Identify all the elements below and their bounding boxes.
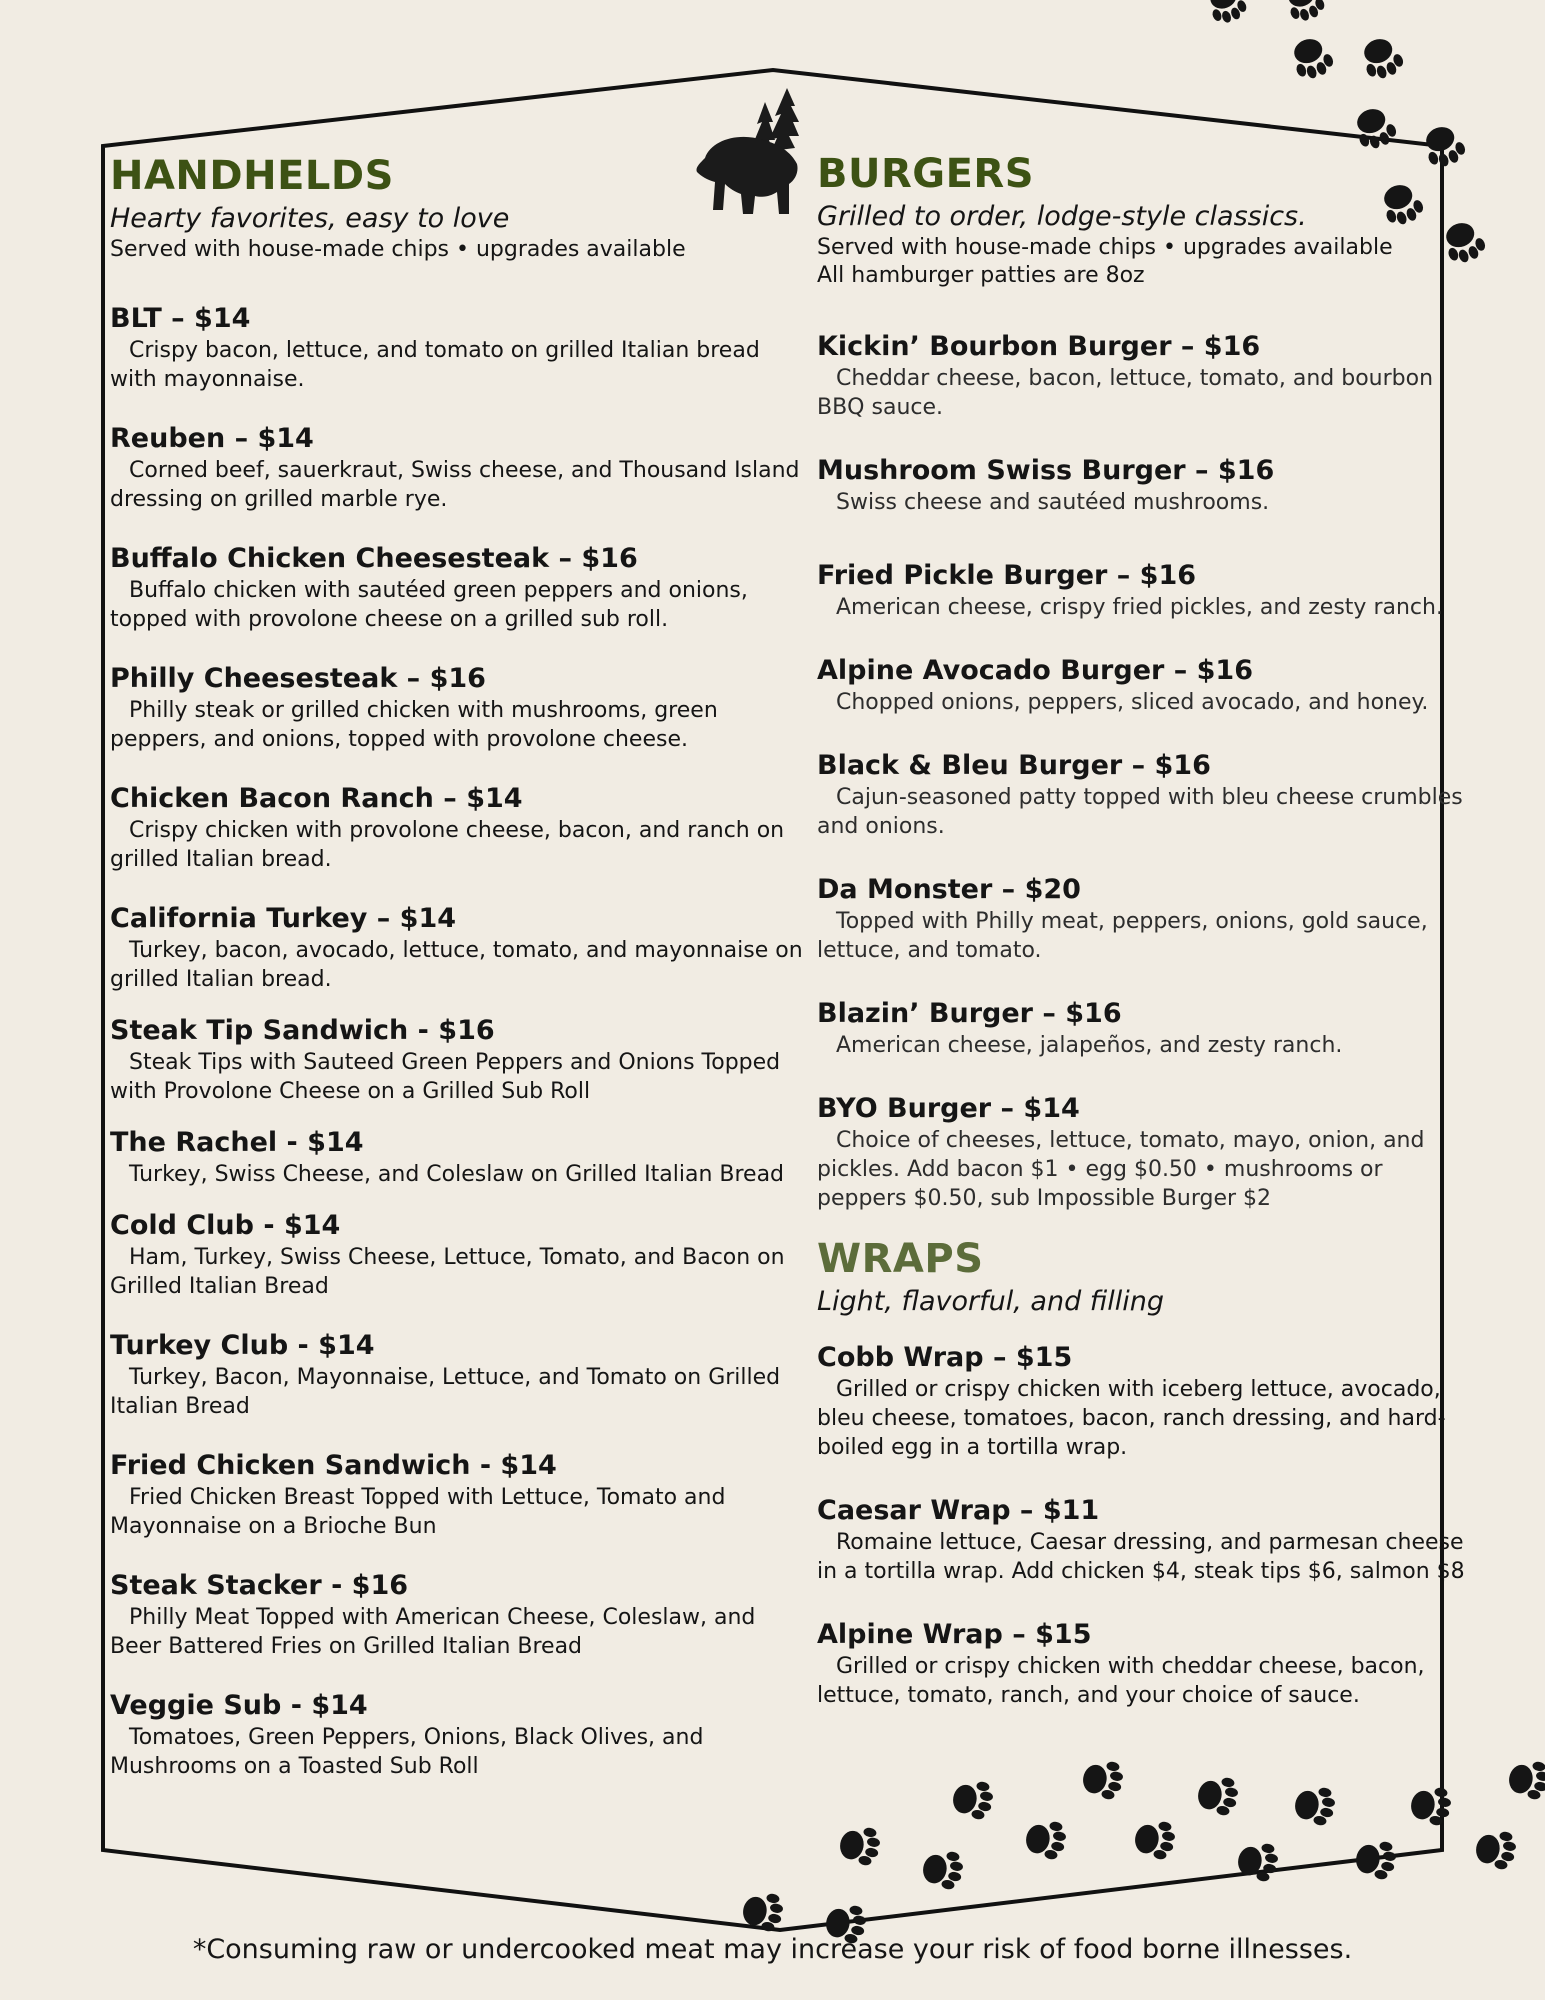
menu-item-title: The Rachel - $14 [110,1127,364,1158]
menu-item [817,749,1467,841]
menu-item-desc: Romaine lettuce, Caesar dressing, and parmesan cheese in a tortilla wrap. Add chicken $4, steak tips $6, salmon $8 [817,1530,1465,1584]
menu-item [817,654,1467,717]
menu-item-title: Buffalo Chicken Cheesesteak – $16 [110,543,638,574]
menu-item [817,1618,1467,1710]
menu-item-title: BLT – $14 [110,303,251,334]
menu-item [110,902,806,994]
menu-item-desc: Cajun-seasoned patty topped with bleu cheese crumbles and onions. [817,785,1463,839]
menu-item-desc: Philly Meat Topped with American Cheese, Coleslaw, and Beer Battered Fries on Grilled Italian Bread [110,1605,756,1659]
menu-item-title: Philly Cheesesteak – $16 [110,663,486,694]
menu-item-desc: Fried Chicken Breast Topped with Lettuce, Tomato and Mayonnaise on a Brioche Bun [110,1485,726,1539]
menu-item-desc: Choice of cheeses, lettuce, tomato, mayo, onion, and pickles. Add bacon $1 • egg $0.50 • mushrooms or peppers $0.50, sub Impossible Burger $2 [817,1128,1425,1211]
menu-item-title: Cold Club - $14 [110,1210,341,1241]
menu-item [110,782,806,874]
burgers-wraps-column [817,150,1467,1710]
menu-item [110,1449,806,1541]
wraps-section [817,1235,1467,1710]
menu-item-title: Veggie Sub - $14 [110,1690,368,1721]
menu-item [110,542,806,634]
burgers-note: Served with house-made chips • upgrades available [817,235,1393,260]
menu-item-title: Reuben – $14 [110,423,314,454]
menu-item-title: Caesar Wrap – $11 [817,1495,1100,1526]
handhelds-tagline: Hearty favorites, easy to love [110,203,510,234]
menu-item-title: Black & Bleu Burger – $16 [817,750,1211,781]
menu-item-desc: Ham, Turkey, Swiss Cheese, Lettuce, Tomato, and Bacon on Grilled Italian Bread [110,1245,785,1299]
menu-item-desc: Topped with Philly meat, peppers, onions, gold sauce, lettuce, and tomato. [817,909,1428,963]
menu-item-desc: American cheese, crispy fried pickles, and zesty ranch. [836,595,1443,620]
menu-item-desc: Turkey, Bacon, Mayonnaise, Lettuce, and Tomato on Grilled Italian Bread [110,1365,781,1419]
menu-item-title: Kickin’ Bourbon Burger – $16 [817,331,1261,362]
menu-item [817,997,1467,1060]
menu-item-title: Steak Stacker - $16 [110,1570,409,1601]
menu-item-title: Turkey Club - $14 [110,1330,375,1361]
menu-item [110,1689,806,1781]
menu-item-title: Alpine Wrap – $15 [817,1619,1092,1650]
menu-item-desc: Turkey, bacon, avocado, lettuce, tomato, and mayonnaise on grilled Italian bread. [110,938,803,992]
menu-item [817,873,1467,965]
menu-item-desc: Tomatoes, Green Peppers, Onions, Black Olives, and Mushrooms on a Toasted Sub Roll [110,1725,704,1779]
menu-item-title: Fried Chicken Sandwich - $14 [110,1450,557,1481]
handhelds-note: Served with house-made chips • upgrades available [110,237,686,262]
menu-item [110,1126,806,1189]
menu-item-desc: Steak Tips with Sauteed Green Peppers and Onions Topped with Provolone Cheese on a Grilled Sub Roll [110,1050,781,1104]
menu-item-title: Fried Pickle Burger – $16 [817,560,1197,591]
menu-item-title: Alpine Avocado Burger – $16 [817,655,1253,686]
menu-item [110,1209,806,1301]
menu-item [817,1092,1467,1213]
burgers-patty-note: All hamburger patties are 8oz [817,263,1145,288]
menu-item [817,330,1467,422]
menu-item [110,302,806,394]
menu-item-title: BYO Burger – $14 [817,1093,1080,1124]
menu-item-desc: Swiss cheese and sautéed mushrooms. [836,490,1270,515]
menu-item [817,1341,1467,1462]
menu-item-title: Da Monster – $20 [817,874,1081,905]
menu-item [110,1329,806,1421]
menu-item-title: Steak Tip Sandwich - $16 [110,1015,495,1046]
burgers-section [817,150,1467,1213]
menu-item-title: Blazin’ Burger – $16 [817,998,1122,1029]
burgers-title: BURGERS [817,151,1035,197]
menu-item-desc: Turkey, Swiss Cheese, and Coleslaw on Grilled Italian Bread [129,1162,785,1187]
menu-item [817,1494,1467,1586]
menu-item-title: California Turkey – $14 [110,903,457,934]
menu-item-desc: American cheese, jalapeños, and zesty ranch. [836,1033,1343,1058]
menu-item-desc: Crispy bacon, lettuce, and tomato on grilled Italian bread with mayonnaise. [110,338,760,392]
wraps-tagline: Light, flavorful, and filling [817,1286,1164,1317]
menu-item-desc: Grilled or crispy chicken with cheddar cheese, bacon, lettuce, tomato, ranch, and your choice of sauce. [817,1654,1425,1708]
menu-item-desc: Buffalo chicken with sautéed green peppers and onions, topped with provolone cheese on a grilled sub roll. [110,578,748,632]
burgers-tagline: Grilled to order, lodge-style classics. [817,201,1307,232]
menu-item-title: Cobb Wrap – $15 [817,1342,1073,1373]
wraps-title: WRAPS [817,1236,984,1282]
menu-item-desc: Chopped onions, peppers, sliced avocado, and honey. [836,690,1429,715]
handhelds-title: HANDHELDS [110,153,394,199]
menu-item-desc: Cheddar cheese, bacon, lettuce, tomato, and bourbon BBQ sauce. [817,366,1434,420]
menu-item-desc: Crispy chicken with provolone cheese, bacon, and ranch on grilled Italian bread. [110,818,785,872]
menu-item-desc: Grilled or crispy chicken with iceberg lettuce, avocado, bleu cheese, tomatoes, bacon, ranch dressing, and hard-boiled egg in a tortilla wrap. [817,1377,1446,1460]
food-safety-disclaimer: *Consuming raw or undercooked meat may increase your risk of food borne illnesses. [192,1934,1353,1965]
handhelds-section [110,152,806,1781]
menu-item-title: Chicken Bacon Ranch – $14 [110,783,523,814]
menu-item-title: Mushroom Swiss Burger – $16 [817,455,1275,486]
menu-item [110,1569,806,1661]
menu-item [110,662,806,754]
menu-item [110,1014,806,1106]
menu-item-desc: Philly steak or grilled chicken with mushrooms, green peppers, and onions, topped with provolone cheese. [110,698,718,752]
menu-item [817,559,1467,622]
menu-item [817,454,1467,517]
menu-item [110,422,806,514]
menu-item-desc: Corned beef, sauerkraut, Swiss cheese, and Thousand Island dressing on grilled marble rye. [110,458,800,512]
